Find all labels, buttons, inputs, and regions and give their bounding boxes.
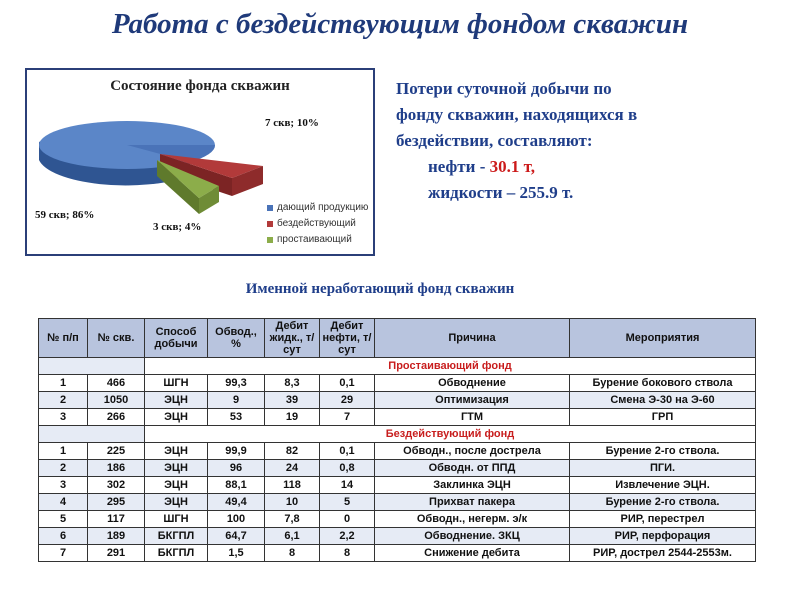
header-method: Способ добычи [145,319,208,358]
production-losses-text [396,76,791,206]
legend-label: простаивающий [277,234,352,245]
cell-liquid-rate: 39 [265,392,320,409]
group-name: Простаивающий фонд [145,358,756,375]
legend-item-standing [267,234,368,245]
cell-oil-rate: 0 [320,511,375,528]
cell-measures: РИР, перестрел [570,511,756,528]
legend-label: дающий продукцию [277,202,369,213]
header-watercut: Обвод., % [208,319,265,358]
cell-oil-rate: 0,8 [320,460,375,477]
group-blank-cell [39,426,145,443]
cell-method: ЭЦН [145,443,208,460]
cell-number: 7 [39,545,88,562]
cell-watercut: 100 [208,511,265,528]
table-row [39,443,756,460]
cell-well: 189 [88,528,145,545]
header-well: № скв. [88,319,145,358]
cell-measures: ГРП [570,409,756,426]
page-title: Работа с бездействующим фондом скважин [111,8,689,40]
cell-oil-rate: 0,1 [320,443,375,460]
group-header-row [39,358,756,375]
losses-line: фонду скважин, находящихся в [396,105,638,124]
header-measures: Мероприятия [570,319,756,358]
chart-legend [267,202,368,250]
table-row [39,392,756,409]
cell-well: 225 [88,443,145,460]
cell-number: 6 [39,528,88,545]
oil-loss: нефти - 30.1 т, [428,157,535,176]
cell-liquid-rate: 8,3 [265,375,320,392]
header-liquid-rate: Дебит жидк., т/сут [265,319,320,358]
cell-number: 3 [39,477,88,494]
cell-well: 302 [88,477,145,494]
cell-liquid-rate: 118 [265,477,320,494]
cell-reason: Обводн., негерм. э/к [375,511,570,528]
cell-liquid-rate: 10 [265,494,320,511]
cell-well: 291 [88,545,145,562]
cell-measures: Бурение 2-го ствола. [570,443,756,460]
cell-liquid-rate: 6,1 [265,528,320,545]
cell-well: 186 [88,460,145,477]
cell-measures: Бурение 2-го ствола. [570,494,756,511]
cell-well: 466 [88,375,145,392]
cell-watercut: 96 [208,460,265,477]
legend-swatch-idle [267,221,273,227]
cell-number: 4 [39,494,88,511]
cell-well: 295 [88,494,145,511]
cell-method: ШГН [145,375,208,392]
header-oil-rate: Дебит нефти, т/сут [320,319,375,358]
cell-reason: Обводн. от ППД [375,460,570,477]
cell-number: 2 [39,392,88,409]
cell-liquid-rate: 82 [265,443,320,460]
table-body [39,358,756,562]
cell-method: БКГПЛ [145,528,208,545]
cell-method: БКГПЛ [145,545,208,562]
header-number: № п/п [39,319,88,358]
cell-number: 2 [39,460,88,477]
table-row [39,494,756,511]
legend-swatch-standing [267,237,273,243]
legend-label: бездействующий [277,218,356,229]
slice-label-standing: 3 скв; 4% [153,221,202,233]
table-row [39,528,756,545]
table-row [39,460,756,477]
cell-liquid-rate: 19 [265,409,320,426]
losses-line: Потери суточной добычи по [396,79,612,98]
table-title: Именной неработающий фонд скважин [245,281,515,297]
cell-reason: Обводнение. ЗКЦ [375,528,570,545]
cell-reason: Заклинка ЭЦН [375,477,570,494]
cell-oil-rate: 2,2 [320,528,375,545]
legend-swatch-producing [267,205,273,211]
cell-measures: Смена Э-30 на Э-60 [570,392,756,409]
legend-item-producing [267,202,368,213]
cell-method: ЭЦН [145,494,208,511]
cell-well: 1050 [88,392,145,409]
cell-oil-rate: 0,1 [320,375,375,392]
cell-watercut: 1,5 [208,545,265,562]
cell-number: 1 [39,443,88,460]
cell-measures: ПГИ. [570,460,756,477]
cell-oil-rate: 7 [320,409,375,426]
losses-line: бездействии, составляют: [396,131,593,150]
cell-reason: Обводн., после дострела [375,443,570,460]
cell-measures: Бурение бокового ствола [570,375,756,392]
table-header-row [39,319,756,358]
cell-watercut: 53 [208,409,265,426]
legend-item-idle [267,218,368,229]
chart-title: Состояние фонда скважин [110,78,290,94]
table-row [39,375,756,392]
cell-watercut: 99,3 [208,375,265,392]
cell-measures: Извлечение ЭЦН. [570,477,756,494]
table-row [39,409,756,426]
cell-watercut: 49,4 [208,494,265,511]
cell-well: 117 [88,511,145,528]
cell-watercut: 64,7 [208,528,265,545]
cell-reason: Прихват пакера [375,494,570,511]
cell-watercut: 88,1 [208,477,265,494]
group-header-row [39,426,756,443]
cell-reason: ГТМ [375,409,570,426]
pie-chart [25,68,375,256]
cell-reason: Снижение дебита [375,545,570,562]
wells-table [38,318,756,562]
cell-liquid-rate: 24 [265,460,320,477]
cell-reason: Обводнение [375,375,570,392]
table-row [39,545,756,562]
cell-oil-rate: 5 [320,494,375,511]
table-row [39,477,756,494]
slice-label-producing: 59 скв; 86% [35,209,95,221]
table-row [39,511,756,528]
cell-number: 5 [39,511,88,528]
cell-method: ЭЦН [145,409,208,426]
cell-oil-rate: 8 [320,545,375,562]
cell-number: 1 [39,375,88,392]
group-name: Бездействующий фонд [145,426,756,443]
cell-liquid-rate: 7,8 [265,511,320,528]
cell-watercut: 99,9 [208,443,265,460]
cell-number: 3 [39,409,88,426]
cell-measures: РИР, дострел 2544-2553м. [570,545,756,562]
cell-measures: РИР, перфорация [570,528,756,545]
cell-method: ЭЦН [145,477,208,494]
cell-watercut: 9 [208,392,265,409]
cell-reason: Оптимизация [375,392,570,409]
liquid-loss: жидкости – 255.9 т. [428,183,574,202]
group-blank-cell [39,358,145,375]
cell-well: 266 [88,409,145,426]
cell-oil-rate: 29 [320,392,375,409]
cell-method: ЭЦН [145,460,208,477]
cell-liquid-rate: 8 [265,545,320,562]
header-reason: Причина [375,319,570,358]
slice-label-idle: 7 скв; 10% [265,117,319,129]
cell-oil-rate: 14 [320,477,375,494]
oil-loss-value: 30.1 т, [489,157,535,176]
cell-method: ШГН [145,511,208,528]
cell-method: ЭЦН [145,392,208,409]
